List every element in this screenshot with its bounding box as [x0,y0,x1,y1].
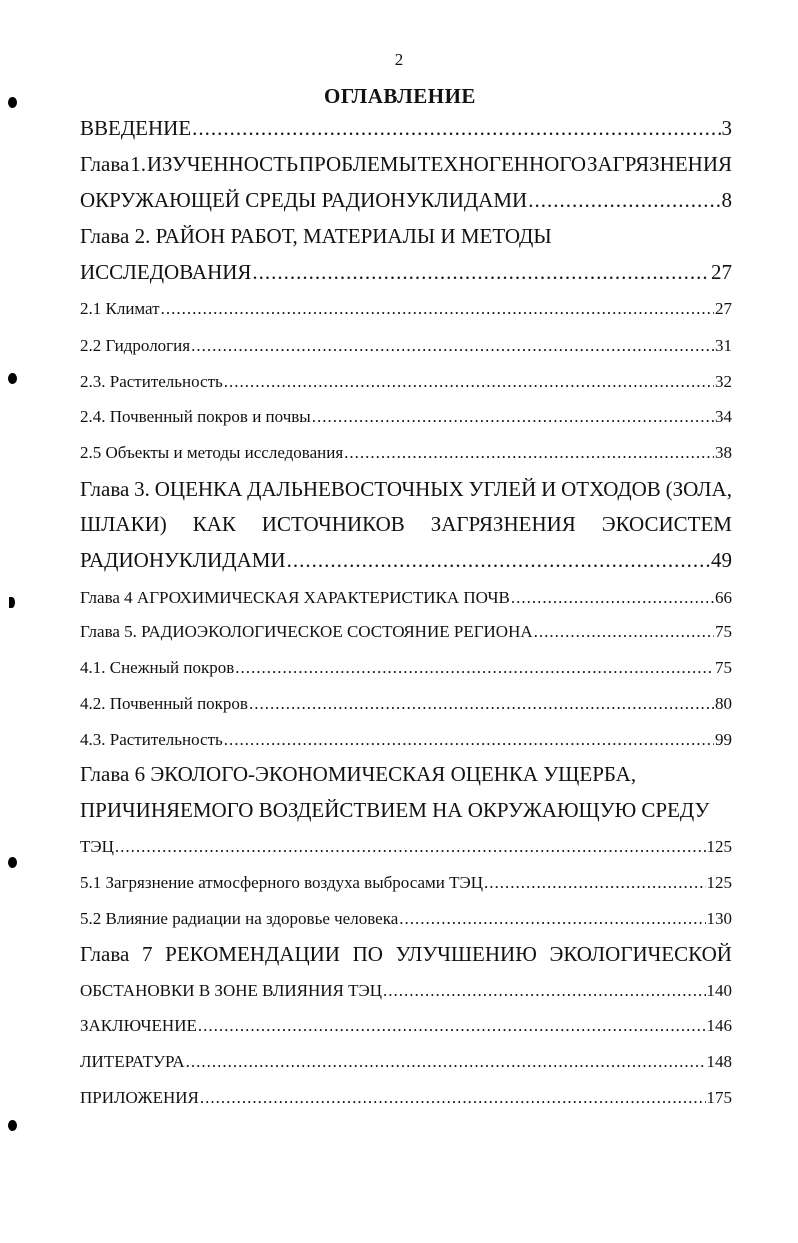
toc-entry-text: ОКРУЖАЮЩЕЙ СРЕДЫ РАДИОНУКЛИДАМИ [80,188,528,212]
toc-entry-text: ОБСТАНОВКИ В ЗОНЕ ВЛИЯНИЯ ТЭЦ [80,981,382,1000]
toc-word: КАК [192,512,236,536]
toc-word: 7 [141,942,153,966]
binder-hole-mark [8,97,17,108]
leader-dots [200,1088,706,1108]
toc-entry-chapter-6-cont[interactable] [80,798,732,823]
toc-page-number: 140 [706,981,732,1000]
toc-entry-text: 5.1 Загрязнение атмосферного воздуха выбросами ТЭЦ [80,873,483,892]
toc-word: ОТХОДОВ [561,477,661,501]
binder-hole-mark [8,1120,17,1131]
leader-dots [192,116,720,141]
toc-page-number: 3 [721,116,732,140]
toc-word: ПО [352,942,383,966]
toc-entry-5-2[interactable] [80,909,732,929]
toc-page-number: 31 [715,336,732,355]
toc-entry-chapter-7-cont[interactable] [80,981,732,1001]
toc-entry-4-2[interactable] [80,694,732,714]
toc-entry-chapter-2-cont[interactable] [80,260,732,285]
page-number: 2 [394,50,404,69]
toc-entry-text: ИССЛЕДОВАНИЯ [80,260,252,284]
leader-dots [511,588,714,608]
toc-entry-text: 4.3. Растительность [80,730,223,749]
toc-entry-text: Глава 6 ЭКОЛОГО-ЭКОНОМИЧЕСКАЯ ОЦЕНКА УЩЕРБА, [80,762,637,786]
leader-dots [161,299,714,319]
toc-entry-text: Глава 2. РАЙОН РАБОТ, МАТЕРИАЛЫ И МЕТОДЫ [80,224,552,248]
toc-entry-chapter-6-end[interactable] [80,837,732,857]
leader-dots [344,443,714,463]
toc-entry-text: ПРИЧИНЯЕМОГО ВОЗДЕЙСТВИЕМ НА ОКРУЖАЮЩУЮ СРЕДУ [80,798,710,822]
binder-hole-mark [9,597,15,608]
toc-entry-text: ТЭЦ [80,837,114,856]
toc-page-number: 146 [706,1016,732,1035]
binder-hole-mark [8,857,17,868]
toc-word: Глава [80,477,130,501]
toc-entry-conclusion[interactable] [80,1016,732,1036]
toc-entry-chapter-2[interactable] [80,224,732,249]
toc-entry-4-1[interactable] [80,658,732,678]
toc-page-number: 38 [715,443,732,462]
toc-page-number: 75 [715,622,732,641]
toc-entry-text: ЗАКЛЮЧЕНИЕ [80,1016,197,1035]
toc-word: ИСТОЧНИКОВ [261,512,405,536]
toc-word: ДАЛЬНЕВОСТОЧНЫХ [247,477,464,501]
toc-page-number: 49 [711,548,732,572]
toc-entry-text: ПРИЛОЖЕНИЯ [80,1088,199,1107]
toc-entry-5-1[interactable] [80,873,732,893]
toc-word: (ЗОЛА, [665,477,732,501]
toc-page-number: 8 [721,188,732,212]
page-title: ОГЛАВЛЕНИЕ [324,84,476,108]
toc-word: Глава [80,942,130,966]
toc-page-number: 130 [706,909,732,928]
toc-entry-text: 5.2 Влияние радиации на здоровье человека [80,909,399,928]
toc-entry-text: Глава 5. РАДИОЭКОЛОГИЧЕСКОЕ СОСТОЯНИЕ РЕГИОНА [80,622,533,641]
toc-page-number: 34 [715,407,732,426]
leader-dots [186,1052,706,1072]
toc-word: УГЛЕЙ [468,477,537,501]
toc-page-number: 148 [706,1052,732,1071]
toc-page-number: 125 [706,837,732,856]
leader-dots [224,730,714,750]
toc-page-number: 66 [715,588,732,607]
toc-page-number: 175 [706,1088,732,1107]
toc-word: ШЛАКИ) [80,512,167,536]
toc-entry-text: 2.5 Объекты и методы исследования [80,443,344,462]
leader-dots [399,909,705,929]
toc-word: ИЗУЧЕННОСТЬ [146,152,299,176]
toc-entry-appendices[interactable] [80,1088,732,1108]
leader-dots [249,694,714,714]
leader-dots [191,336,714,356]
toc-entry-chapter-1[interactable] [80,152,732,177]
leader-dots [115,837,706,857]
toc-word: ОЦЕНКА [154,477,243,501]
toc-entry-text: РАДИОНУКЛИДАМИ [80,548,286,572]
toc-entry-chapter-7[interactable] [80,942,732,967]
leader-dots [198,1016,706,1036]
leader-dots [484,873,706,893]
toc-page-number: 125 [706,873,732,892]
toc-entry-chapter-4[interactable] [80,588,732,608]
leader-dots [534,622,714,642]
toc-entry-text: ВВЕДЕНИЕ [80,116,192,140]
toc-entry-2-2[interactable] [80,336,732,356]
toc-page-number: 75 [715,658,732,677]
toc-page-number: 32 [715,372,732,391]
leader-dots [528,188,720,213]
toc-entry-2-5[interactable] [80,443,732,463]
toc-page-number: 80 [715,694,732,713]
toc-page-number: 99 [715,730,732,749]
leader-dots [383,981,706,1001]
toc-entry-text: 2.1 Климат [80,299,160,318]
toc-entry-text: 4.2. Почвенный покров [80,694,248,713]
toc-word: ТЕХНОГЕННОГО [417,152,587,176]
toc-word: ЭКОСИСТЕМ [601,512,732,536]
binder-hole-mark [8,373,17,384]
toc-word: И [541,477,557,501]
toc-entry-chapter-5[interactable] [80,622,732,642]
toc-entry-chapter-6[interactable] [80,762,732,787]
toc-entry-text: 2.3. Растительность [80,372,223,391]
toc-word: 3. [134,477,150,501]
toc-entry-chapter-3[interactable] [80,477,732,502]
toc-entry-text: 2.4. Почвенный покров и почвы [80,407,311,426]
toc-entry-chapter-3-end[interactable] [80,548,732,573]
leader-dots [252,260,710,285]
toc-entry-text: Глава 4 АГРОХИМИЧЕСКАЯ ХАРАКТЕРИСТИКА ПОЧВ [80,588,510,607]
leader-dots [224,372,714,392]
toc-entry-chapter-3-cont[interactable] [80,512,732,537]
toc-word: 1. [130,152,146,176]
toc-word: ЗАГРЯЗНЕНИЯ [586,152,732,176]
toc-entry-chapter-1-cont[interactable] [80,188,732,213]
toc-page-number: 27 [715,299,732,318]
toc-word: ЗАГРЯЗНЕНИЯ [430,512,576,536]
toc-entry-text: 2.2 Гидрология [80,336,191,355]
toc-entry-introduction[interactable] [80,116,732,141]
toc-word: УЛУЧШЕНИЮ [395,942,537,966]
toc-word: Глава [80,152,130,176]
toc-word: РЕКОМЕНДАЦИИ [165,942,340,966]
toc-entry-literature[interactable] [80,1052,732,1072]
leader-dots [235,658,714,678]
toc-entry-text: 4.1. Снежный покров [80,658,235,677]
toc-entry-4-3[interactable] [80,730,732,750]
toc-entry-2-1[interactable] [80,299,732,319]
leader-dots [287,548,710,573]
toc-entry-2-3[interactable] [80,372,732,392]
toc-page-number: 27 [711,260,732,284]
toc-word: ЭКОЛОГИЧЕСКОЙ [549,942,732,966]
toc-entry-text: ЛИТЕРАТУРА [80,1052,185,1071]
toc-word: ПРОБЛЕМЫ [298,152,417,176]
leader-dots [312,407,714,427]
toc-entry-2-4[interactable] [80,407,732,427]
